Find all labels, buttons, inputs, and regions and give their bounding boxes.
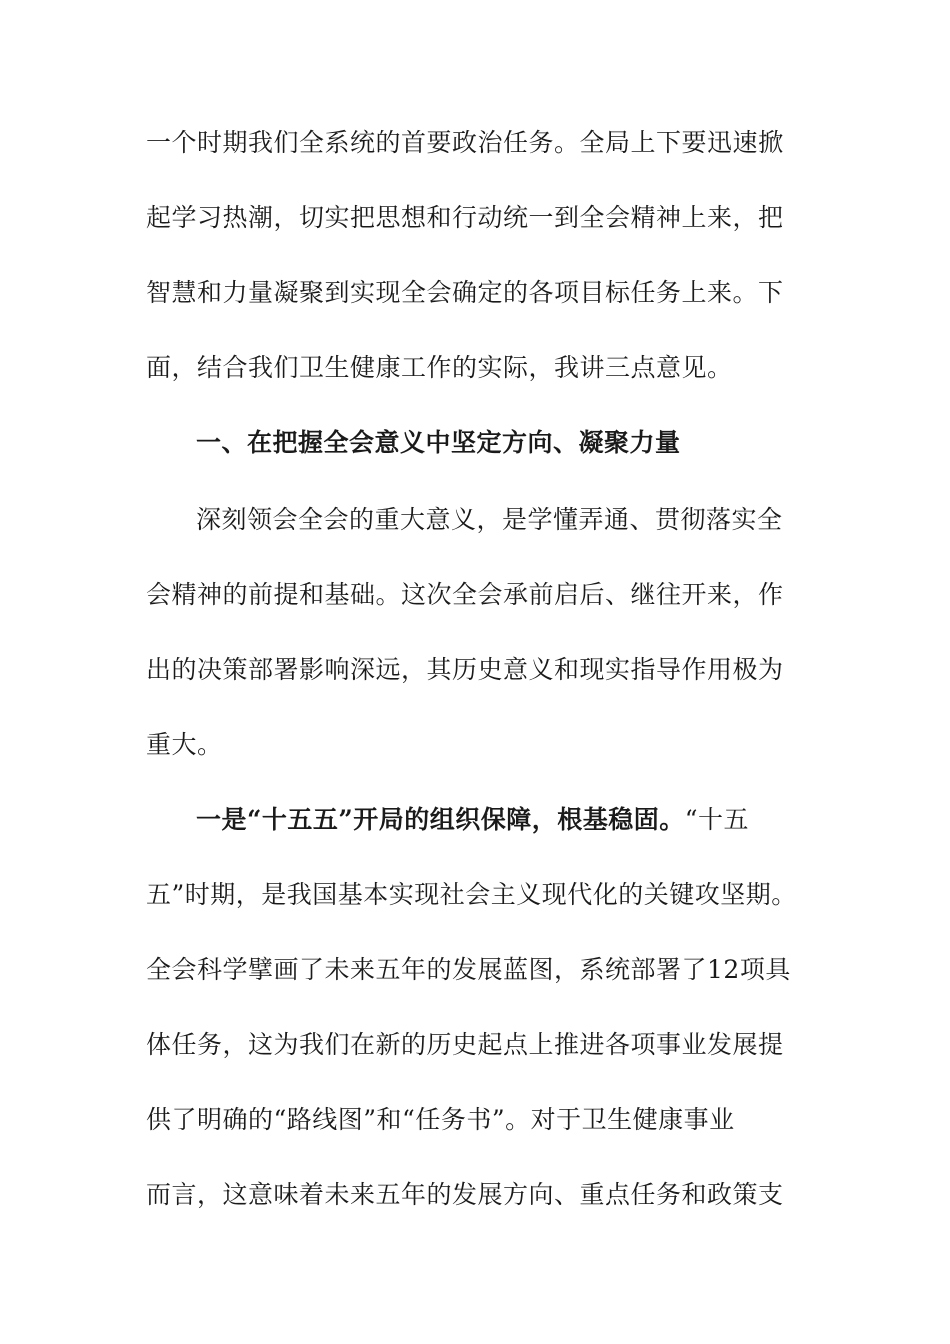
paragraph-line: 起学习热潮，切实把思想和行动统一到全会精神上来，把 (146, 203, 784, 232)
paragraph-line: 全会科学擘画了未来五年的发展蓝图，系统部署了12项具 (146, 955, 791, 984)
paragraph-line: 重大。 (146, 730, 223, 759)
paragraph-line: 会精神的前提和基础。这次全会承前启后、继往开来，作 (146, 580, 784, 609)
paragraph-line: 五”时期，是我国基本实现社会主义现代化的关键攻坚期。 (146, 880, 797, 909)
paragraph-line: 面，结合我们卫生健康工作的实际，我讲三点意见。 (146, 353, 733, 382)
paragraph-line: 智慧和力量凝聚到实现全会确定的各项目标任务上来。下 (146, 278, 784, 307)
paragraph-line: 出的决策部署影响深远，其历史意义和现实指导作用极为 (146, 655, 784, 684)
section-heading: 一、在把握全会意义中坚定方向、凝聚力量 (196, 428, 681, 457)
paragraph-line (196, 805, 856, 835)
paragraph-line: 而言，这意味着未来五年的发展方向、重点任务和政策支 (146, 1180, 784, 1209)
paragraph-text: “十五 (684, 805, 750, 834)
paragraph-line: 一个时期我们全系统的首要政治任务。全局上下要迅速掀 (146, 128, 784, 157)
paragraph-line: 体任务，这为我们在新的历史起点上推进各项事业发展提 (146, 1030, 784, 1059)
bold-lead-text: 一是“十五五”开局的组织保障，根基稳固。 (196, 805, 685, 834)
paragraph-line: 深刻领会全会的重大意义，是学懂弄通、贯彻落实全 (196, 505, 783, 534)
paragraph-line: 供了明确的“路线图”和“任务书”。对于卫生健康事业 (146, 1105, 735, 1134)
